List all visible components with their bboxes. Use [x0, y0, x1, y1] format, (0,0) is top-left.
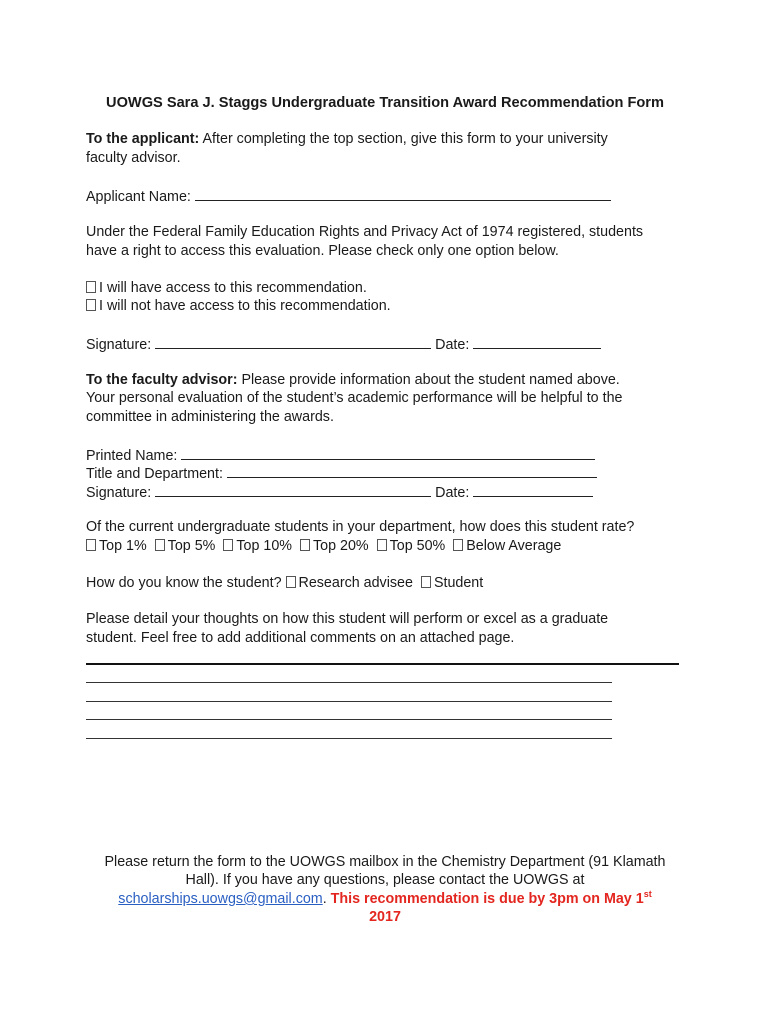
top-5-checkbox[interactable] — [155, 539, 165, 551]
comment-line[interactable] — [86, 738, 612, 739]
know-option-label: Research advisee — [298, 575, 413, 591]
applicant-signature-row — [86, 334, 601, 355]
footer-line-1: Please return the form to the UOWGS mailbox in the Chemistry Department (91 Klamath — [104, 854, 666, 870]
option-no-access-row — [86, 297, 391, 316]
rating-option-label: Top 5% — [167, 538, 216, 554]
below-average-checkbox[interactable] — [453, 539, 463, 551]
detail-line-1: Please detail your thoughts on how this student will perform or excel as a graduate — [86, 611, 609, 627]
top-50-checkbox[interactable] — [377, 539, 387, 551]
top-1-checkbox[interactable] — [86, 539, 96, 551]
rating-option-label: Top 20% — [312, 538, 369, 554]
email-period: . — [322, 891, 327, 907]
comment-line[interactable] — [86, 663, 679, 665]
footer-line-2: Hall). If you have any questions, please contact the UOWGS at — [185, 872, 585, 888]
know-question: How do you know the student? — [86, 575, 282, 591]
ferpa-line-2: have a right to access this evaluation. Please check only one option below. — [86, 243, 559, 259]
printed-name-field[interactable] — [181, 445, 595, 460]
title-department-field[interactable] — [227, 463, 597, 478]
comment-line[interactable] — [86, 701, 612, 702]
advisor-signature-row — [86, 482, 593, 503]
rating-option-label: Top 10% — [236, 538, 292, 554]
applicant-heading: To the applicant: — [86, 131, 200, 147]
applicant-name-field[interactable] — [195, 186, 611, 201]
rating-question: Of the current undergraduate students in your department, how does this student rate? — [86, 519, 635, 535]
option-access-row — [86, 279, 367, 298]
ferpa-line-1: Under the Federal Family Education Rights and Privacy Act of 1974 registered, students — [86, 224, 644, 240]
applicant-name-row — [86, 186, 611, 207]
rating-option-label: Top 50% — [389, 538, 446, 554]
advisor-intro-line-3: committee in administering the awards. — [86, 409, 334, 425]
know-student-row — [86, 574, 487, 593]
access-checkbox[interactable] — [86, 281, 96, 293]
advisor-intro-text: Please provide information about the student named above. — [237, 372, 620, 388]
applicant-intro-line-2: faculty advisor. — [86, 150, 181, 166]
know-option-label: Student — [433, 575, 484, 591]
comment-line[interactable] — [86, 682, 612, 683]
rating-option-label: Below Average — [466, 538, 562, 554]
applicant-signature-field[interactable] — [155, 334, 431, 349]
due-notice-suffix: st — [643, 889, 652, 900]
advisor-date-field[interactable] — [473, 482, 593, 497]
applicant-intro-text: After completing the top section, give this form to your university — [199, 131, 608, 147]
applicant-signature-label: Signature: — [86, 337, 152, 353]
title-department-row — [86, 463, 597, 484]
no-access-checkbox[interactable] — [86, 299, 96, 311]
applicant-date-label: Date: — [435, 337, 470, 353]
advisor-heading: To the faculty advisor: — [86, 372, 238, 388]
advisor-intro-line-2: Your personal evaluation of the student’s academic performance will be helpful to the — [86, 390, 623, 406]
due-year: 2017 — [369, 909, 401, 925]
email-link[interactable]: scholarships.uowgs@gmail.com — [118, 891, 323, 907]
access-option-label: I will have access to this recommendation. — [99, 280, 367, 296]
rating-options — [86, 537, 565, 556]
title-department-label: Title and Department: — [86, 466, 223, 482]
footer-line-3 — [0, 890, 770, 909]
comment-line[interactable] — [86, 719, 612, 720]
applicant-intro — [86, 130, 608, 149]
no-access-option-label: I will not have access to this recommendation. — [99, 298, 391, 314]
research-advisee-checkbox[interactable] — [286, 576, 296, 588]
student-checkbox[interactable] — [421, 576, 431, 588]
advisor-intro — [86, 371, 620, 390]
detail-line-2: student. Feel free to add additional comments on an attached page. — [86, 630, 515, 646]
applicant-name-label: Applicant Name: — [86, 189, 191, 205]
advisor-signature-field[interactable] — [155, 482, 431, 497]
form-title: UOWGS Sara J. Staggs Undergraduate Transition Award Recommendation Form — [106, 95, 664, 111]
advisor-date-label: Date: — [435, 485, 470, 501]
due-notice: This recommendation is due by 3pm on May 1 — [326, 891, 644, 907]
top-20-checkbox[interactable] — [300, 539, 310, 551]
rating-option-label: Top 1% — [99, 538, 147, 554]
printed-name-label: Printed Name: — [86, 448, 178, 464]
advisor-signature-label: Signature: — [86, 485, 152, 501]
top-10-checkbox[interactable] — [223, 539, 233, 551]
applicant-date-field[interactable] — [473, 334, 601, 349]
